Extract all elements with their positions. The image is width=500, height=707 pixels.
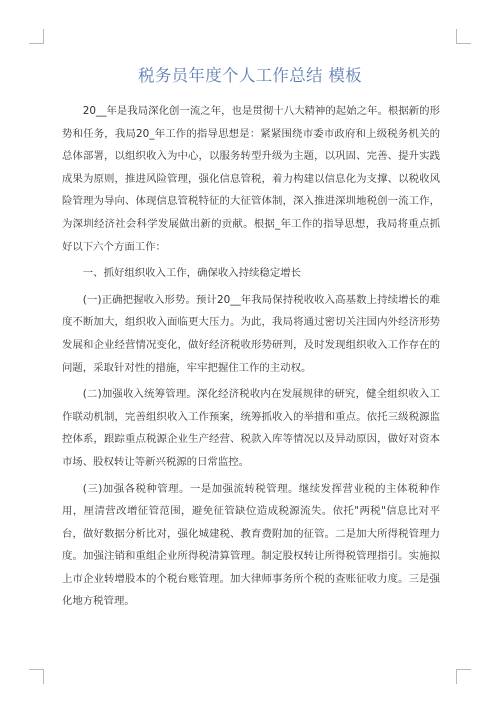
paragraph-income-situation: (一)正确把握收入形势。预计20__年我局保持税收收入高基数上持续增长的难度不断加大，组织收入面临更大压力。为此，我局将通过密切关注国内外经济形势发展和企业经营情况变化，做好经济税收形势研判，及时发现组织收入工作存在的问题，采取针对性的措施，牢牢把握住工作的主动权。 — [62, 293, 440, 374]
paragraph-tax-types: (三)加强各税种管理。一是加强流转税管理。继续发挥营业税的主体税种作用，厘清营改增征管范围，避免征管缺位造成税源流失。依托"两税"信息比对平台，做好数据分析比对，强化城建税、教育费附加的征管。二是加大所得税管理力度。加强注销和重组企业所得税清算管理。制定股权转让所得税管理指引。实施拟上市企业转增股本的个税台账管理。加大律师事务所个税的查账征收力度。三是强化地方税管理。 — [62, 482, 440, 608]
crop-mark-top-left — [29, 29, 44, 44]
paragraph-intro: 20__年是我局深化创一流之年，也是贯彻十八大精神的起始之年。根据新的形势和任务，我局20_年工作的指导思想是：紧紧围绕市委市政府和上级税务机关的总体部署，以组织收入为中心，以服务转型升级为主题，以巩固、完善、提升实践成果为原则，推进风险管理，强化信息管税，着力构建以信息化为支撑、以税收风险管理为导向、体现信息管税特征的大征管体制，深入推进深圳地税创一流工作，为深圳经济社会科学发展做出新的贡献。根据_年工作的指导思想，我局将重点抓好以下六个方面工作： — [62, 105, 440, 253]
crop-mark-bottom-left — [29, 669, 44, 684]
section-heading-1: 一、抓好组织收入工作，确保收入持续稳定增长 — [82, 267, 301, 280]
document-body — [62, 100, 440, 617]
document-title: 税务员年度个人工作总结 模板 — [138, 66, 362, 85]
paragraph-income-management: (二)加强收入统筹管理。深化经济税收内在发展规律的研究，健全组织收入工作联动机制，完善组织收入工作预案，统筹抓收入的举措和重点。依托三级税源监控体系，跟踪重点税源企业生产经营、税款入库等情况以及异动原因，做好对资本市场、股权转让等新兴税源的日常监控。 — [62, 388, 440, 468]
crop-mark-top-right — [456, 29, 471, 44]
crop-mark-bottom-right — [456, 669, 471, 684]
